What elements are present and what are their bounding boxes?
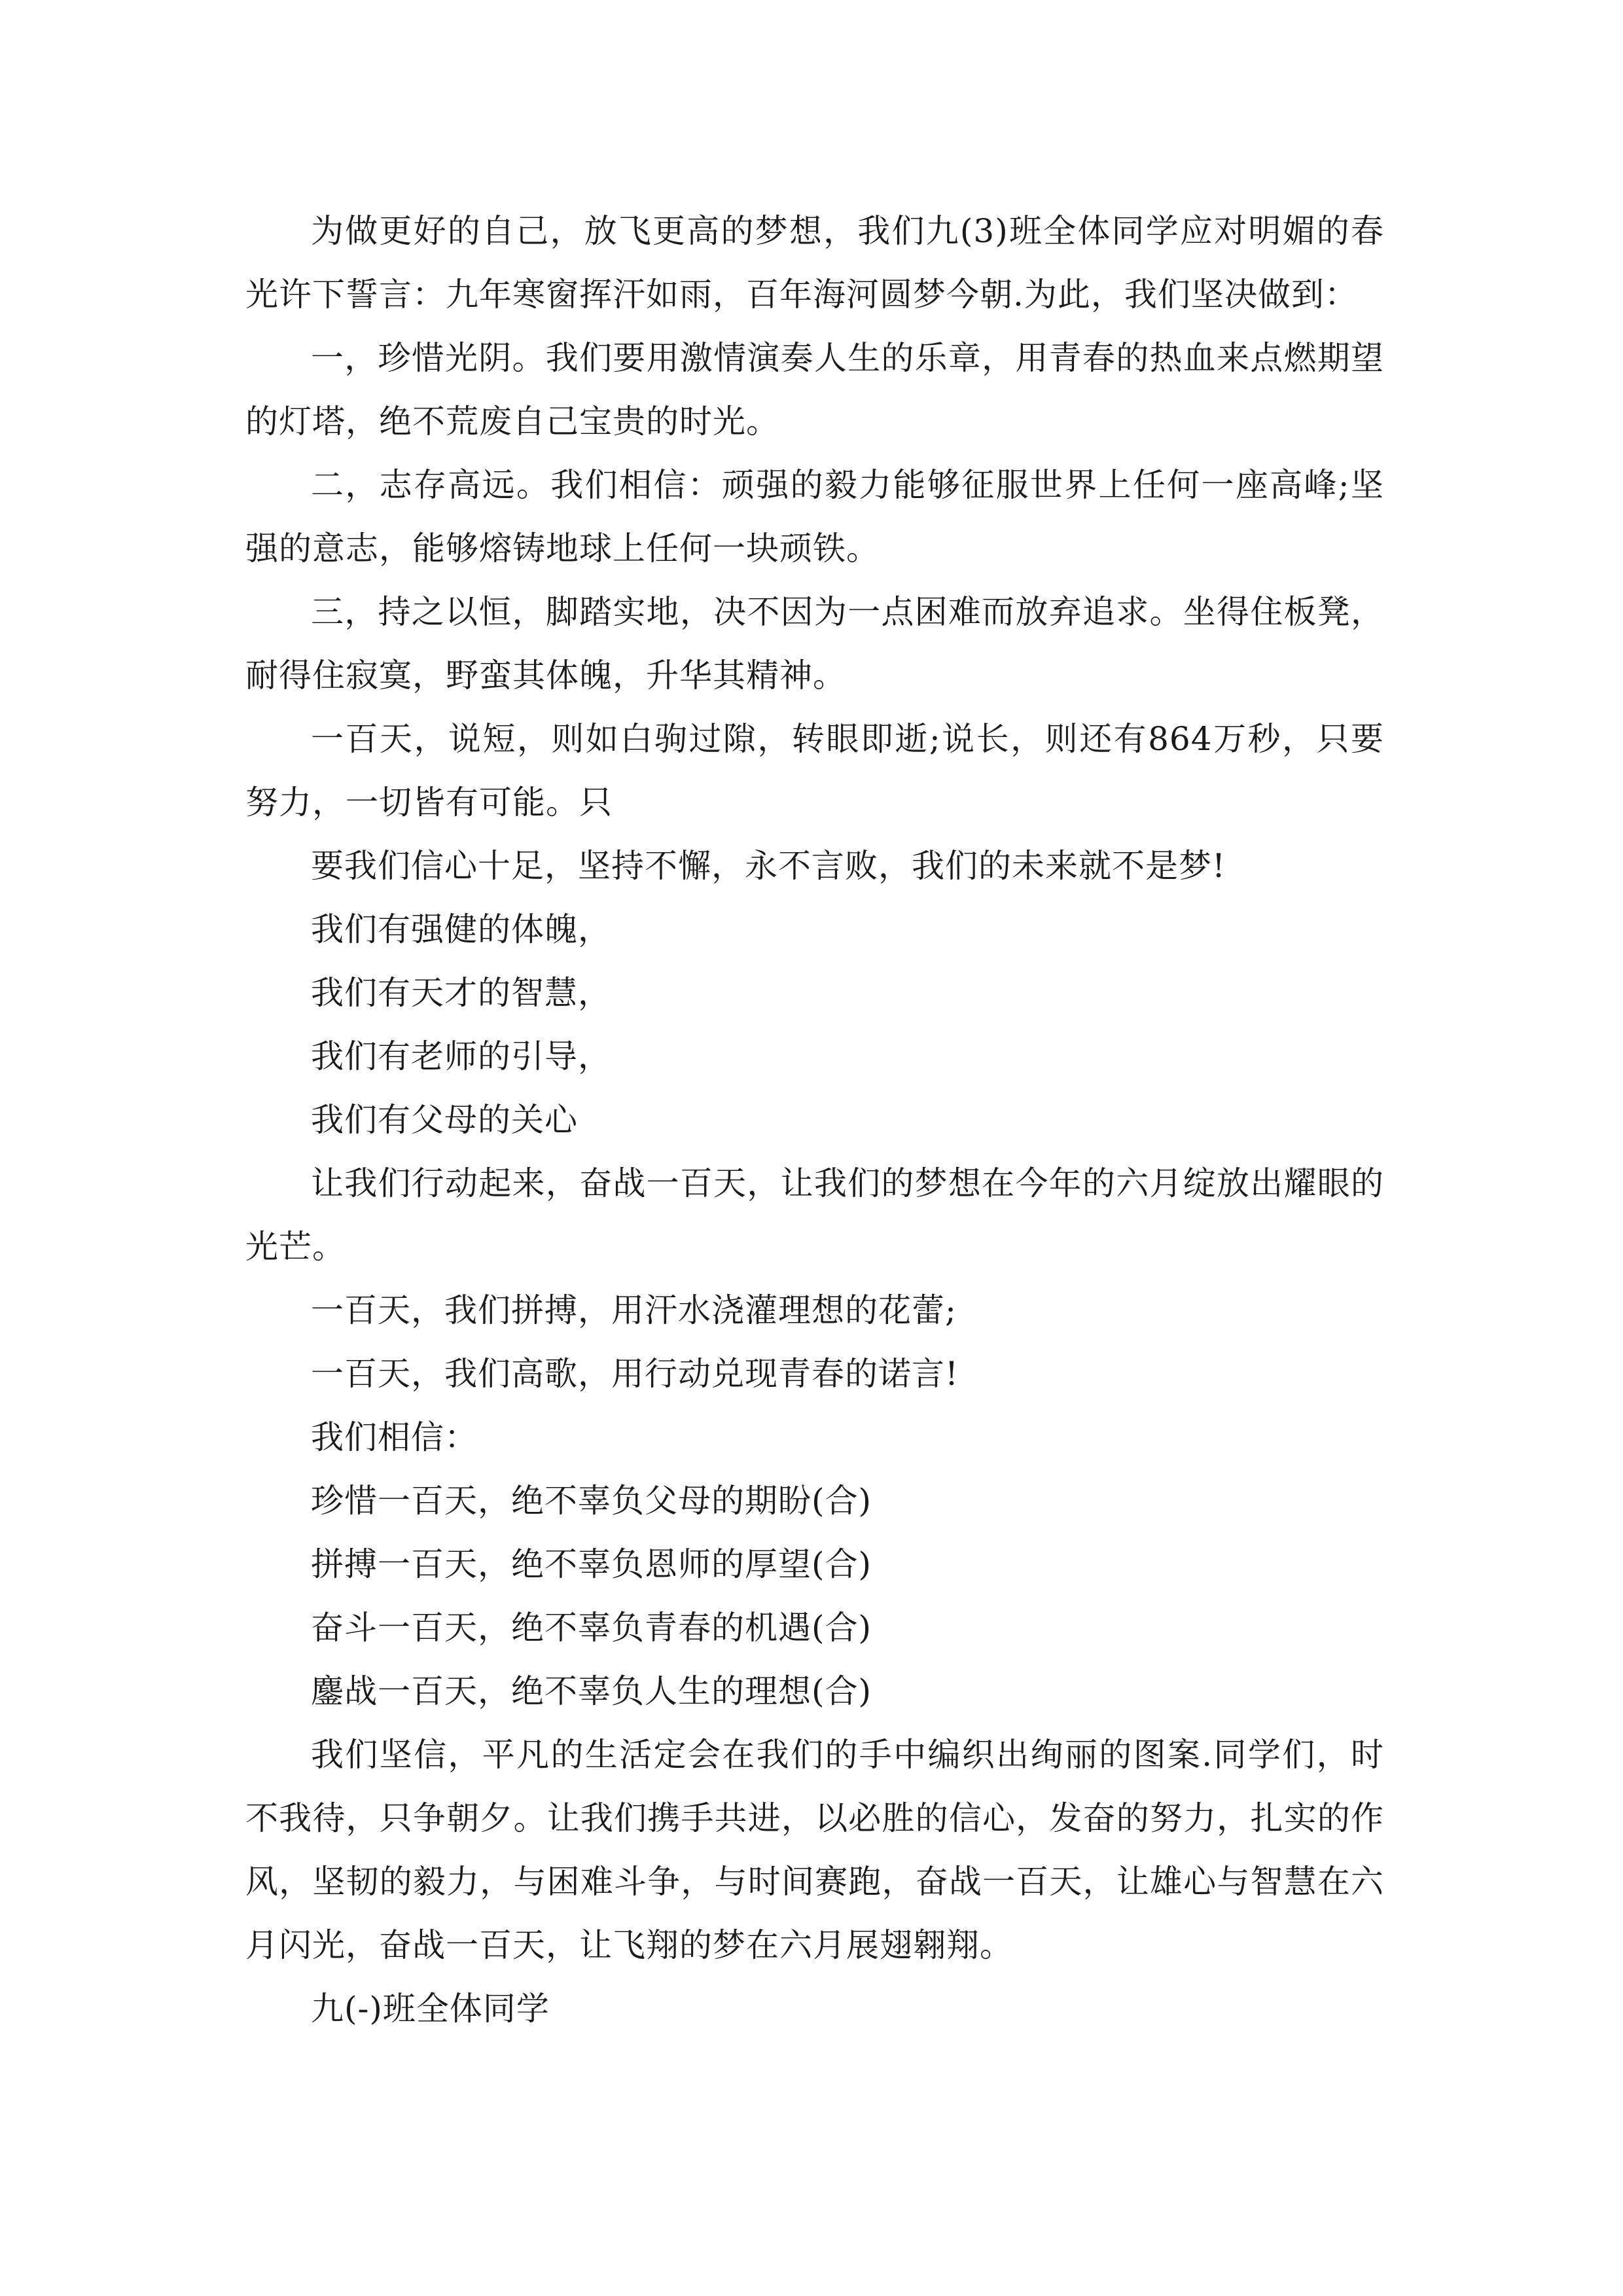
paragraph-confidence: 要我们信心十足，坚持不懈，永不言败，我们的未来就不是梦! <box>311 847 1226 885</box>
paragraph-hundred-days: 一百天，说短，则如白驹过隙，转眼即逝;说长，则还有864万秒，只要努力，一切皆有可能。只 <box>245 720 1384 821</box>
paragraph-pledge-3: 三，持之以恒，脚踏实地，决不因为一点困难而放弃追求。坐得住板凳，耐得住寂寞，野蛮其体魄，升华其精神。 <box>245 593 1384 694</box>
line-sing: 一百天，我们高歌，用行动兑现青春的诺言! <box>311 1355 959 1393</box>
paragraph-pledge-1: 一，珍惜光阴。我们要用激情演奏人生的乐章，用青春的热血来点燃期望的灯塔，绝不荒废自己宝贵的时光。 <box>245 339 1384 440</box>
line-cherish: 珍惜一百天，绝不辜负父母的期盼(合) <box>311 1482 872 1520</box>
line-struggle: 奋斗一百天，绝不辜负青春的机遇(合) <box>311 1609 872 1647</box>
line-parents: 我们有父母的关心 <box>311 1101 578 1139</box>
line-teachers: 我们有老师的引导， <box>311 1037 611 1075</box>
line-body: 我们有强健的体魄， <box>311 910 611 948</box>
paragraph-closing: 我们坚信，平凡的生活定会在我们的手中编织出绚丽的图案.同学们，时不我待，只争朝夕。让我们携手共进，以必胜的信心，发奋的努力，扎实的作风，坚韧的毅力，与困难斗争，与时间赛跑，奋战一百天，让雄心与智慧在六月闪光，奋战一百天，让飞翔的梦在六月展翅翱翔。 <box>245 1736 1384 1964</box>
paragraph-action: 让我们行动起来，奋战一百天，让我们的梦想在今年的六月绽放出耀眼的光芒。 <box>245 1164 1384 1266</box>
document-body <box>245 200 1384 2041</box>
line-battle: 鏖战一百天，绝不辜负人生的理想(合) <box>311 1672 872 1710</box>
signature: 九(-)班全体同学 <box>311 1990 550 2028</box>
line-wisdom: 我们有天才的智慧， <box>311 974 611 1012</box>
paragraph-intro: 为做更好的自己，放飞更高的梦想，我们九(3)班全体同学应对明媚的春光许下誓言：九年寒窗挥汗如雨，百年海河圆梦今朝.为此，我们坚决做到： <box>245 212 1384 314</box>
line-we-believe: 我们相信： <box>311 1418 478 1456</box>
paragraph-pledge-2: 二，志存高远。我们相信：顽强的毅力能够征服世界上任何一座高峰;坚强的意志，能够熔铸地球上任何一块顽铁。 <box>245 466 1384 567</box>
line-fight: 拼搏一百天，绝不辜负恩师的厚望(合) <box>311 1545 872 1583</box>
line-strive: 一百天，我们拼搏，用汗水浇灌理想的花蕾; <box>311 1291 957 1329</box>
